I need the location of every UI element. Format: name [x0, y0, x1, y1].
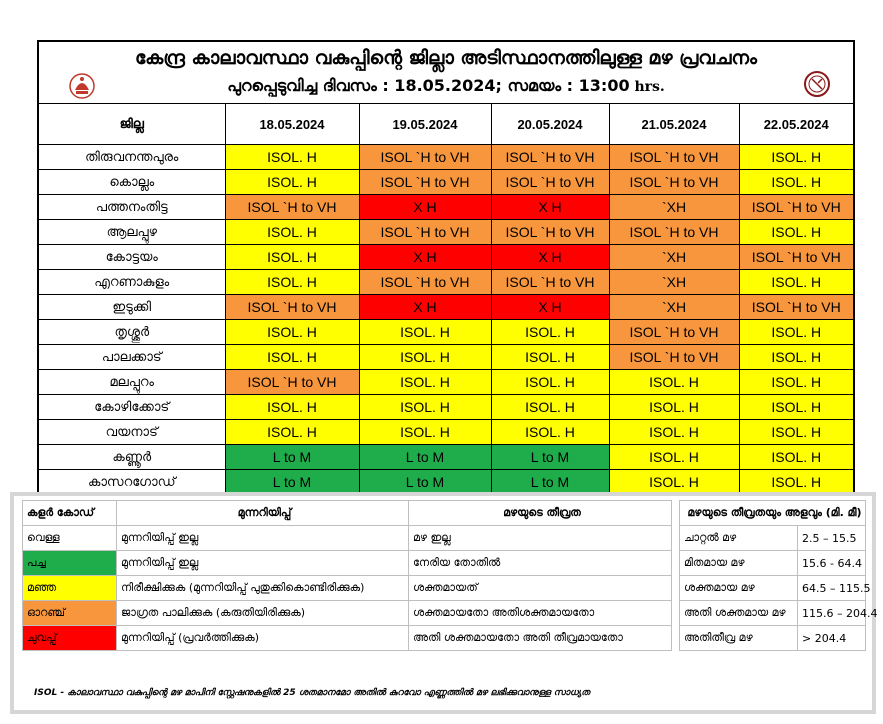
- forecast-cell: ISOL. H: [609, 420, 739, 445]
- forecast-cell: ISOL `H to VH: [609, 345, 739, 370]
- forecast-cell: ISOL. H: [739, 220, 853, 245]
- rain-amount-range: 64.5 – 115.5: [798, 576, 866, 601]
- forecast-cell: ISOL. H: [359, 345, 491, 370]
- rain-category: ശക്തമായ മഴ: [680, 576, 798, 601]
- issued-date-time: പുറപ്പെടുവിച്ച ദിവസം : 18.05.2024; സമയം : 13:00: [227, 76, 630, 95]
- forecast-cell: ISOL. H: [225, 170, 359, 195]
- forecast-cell: ISOL. H: [609, 370, 739, 395]
- forecast-cell: ISOL. H: [739, 270, 853, 295]
- colour-code-swatch: വെള്ള: [23, 526, 117, 551]
- intensity-text: അതി ശക്തമായതോ അതി തീവ്രമായതോ: [409, 626, 672, 651]
- forecast-cell: ISOL. H: [739, 170, 853, 195]
- forecast-title: കേന്ദ്ര കാലാവസ്ഥാ വകുപ്പിന്റെ ജില്ലാ അടിസ്ഥാനത്തിലുള്ള മഴ പ്രവചനം: [134, 47, 758, 69]
- intensity-text: മഴ ഇല്ല: [409, 526, 672, 551]
- district-name: മലപ്പുറം: [39, 370, 225, 395]
- forecast-cell: X H: [491, 195, 609, 220]
- colour-code-legend: [10, 492, 876, 714]
- legend-gap: [672, 601, 680, 626]
- intensity-text: നേരിയ തോതിൽ: [409, 551, 672, 576]
- forecast-cell: `XH: [609, 270, 739, 295]
- forecast-cell: ISOL `H to VH: [491, 270, 609, 295]
- table-row: [39, 170, 853, 195]
- rain-amount-range: 15.6 - 64.4: [798, 551, 866, 576]
- table-row: [39, 270, 853, 295]
- forecast-cell: ISOL `H to VH: [609, 145, 739, 170]
- rain-amount-range: 2.5 – 15.5: [798, 526, 866, 551]
- forecast-cell: ISOL. H: [739, 470, 853, 495]
- column-header-date: 18.05.2024: [225, 104, 359, 145]
- rain-category: അതി ശക്തമായ മഴ: [680, 601, 798, 626]
- column-header-date: 20.05.2024: [491, 104, 609, 145]
- column-header-date: 22.05.2024: [739, 104, 853, 145]
- forecast-cell: `XH: [609, 295, 739, 320]
- forecast-cell: L to M: [359, 470, 491, 495]
- forecast-table: [39, 104, 853, 494]
- forecast-cell: ISOL `H to VH: [225, 295, 359, 320]
- forecast-table-container: [37, 40, 855, 496]
- forecast-cell: `XH: [609, 195, 739, 220]
- forecast-cell: X H: [359, 245, 491, 270]
- imd-logo-icon: [803, 70, 831, 98]
- table-row: [39, 195, 853, 220]
- intensity-text: ശക്തമായതോ അതിശക്തമായതോ: [409, 601, 672, 626]
- forecast-cell: ISOL. H: [609, 445, 739, 470]
- forecast-cell: ISOL. H: [225, 395, 359, 420]
- intensity-text: ശക്തമായത്: [409, 576, 672, 601]
- forecast-cell: ISOL. H: [359, 420, 491, 445]
- forecast-cell: ISOL. H: [739, 345, 853, 370]
- district-name: ഇടുക്കി: [39, 295, 225, 320]
- forecast-cell: ISOL. H: [739, 445, 853, 470]
- table-row: [39, 220, 853, 245]
- table-row: [39, 145, 853, 170]
- forecast-cell: L to M: [225, 470, 359, 495]
- forecast-cell: ISOL. H: [491, 395, 609, 420]
- legend-header-colour-code: കളർ കോഡ്: [23, 501, 117, 526]
- table-row: [39, 245, 853, 270]
- forecast-cell: ISOL. H: [359, 395, 491, 420]
- table-row: [39, 395, 853, 420]
- legend-gap: [672, 526, 680, 551]
- warning-text: മുന്നറിയിപ്പ് ഇല്ല: [117, 526, 409, 551]
- district-name: കണ്ണൂർ: [39, 445, 225, 470]
- district-name: പത്തനംതിട്ട: [39, 195, 225, 220]
- district-name: ആലപ്പുഴ: [39, 220, 225, 245]
- warning-text: മുന്നറിയിപ്പ് (പ്രവർത്തിക്കുക): [117, 626, 409, 651]
- forecast-cell: ISOL. H: [225, 270, 359, 295]
- forecast-cell: ISOL. H: [225, 320, 359, 345]
- forecast-cell: ISOL. H: [739, 145, 853, 170]
- legend-table: [22, 500, 878, 651]
- forecast-cell: ISOL. H: [609, 470, 739, 495]
- rain-category: മിതമായ മഴ: [680, 551, 798, 576]
- forecast-cell: ISOL `H to VH: [491, 220, 609, 245]
- rain-category: അതിതീവ്ര മഴ: [680, 626, 798, 651]
- legend-row: [23, 576, 866, 601]
- legend-gap: [672, 626, 680, 651]
- table-row: [39, 445, 853, 470]
- forecast-cell: ISOL `H to VH: [359, 220, 491, 245]
- forecast-cell: ISOL. H: [491, 345, 609, 370]
- legend-row: [23, 526, 866, 551]
- forecast-cell: L to M: [359, 445, 491, 470]
- rain-amount-range: 115.6 – 204.4: [798, 601, 866, 626]
- district-name: കോഴിക്കോട്: [39, 395, 225, 420]
- forecast-cell: ISOL. H: [609, 395, 739, 420]
- forecast-cell: ISOL `H to VH: [359, 270, 491, 295]
- isol-footnote: ISOL - കാലാവസ്ഥാ വകുപ്പിന്റെ മഴ മാപിനി സ്റ്റേഷനുകളിൽ 25 ശതമാനമോ അതിൽ കുറവോ എണ്ണത്തിൽ മഴ ലഭിക്കുവാനുള്ള സാധ്യത: [34, 688, 590, 698]
- legend-gap: [672, 576, 680, 601]
- legend-header-warning: മുന്നറിയിപ്പ്: [117, 501, 409, 526]
- forecast-cell: ISOL `H to VH: [609, 170, 739, 195]
- column-header-district: ജില്ല: [39, 104, 225, 145]
- district-name: പാലക്കാട്: [39, 345, 225, 370]
- forecast-cell: ISOL. H: [225, 145, 359, 170]
- forecast-cell: ISOL. H: [225, 245, 359, 270]
- forecast-cell: ISOL. H: [491, 370, 609, 395]
- district-name: തൃശ്ശൂർ: [39, 320, 225, 345]
- forecast-cell: ISOL. H: [359, 370, 491, 395]
- forecast-cell: ISOL `H to VH: [359, 170, 491, 195]
- table-row: [39, 345, 853, 370]
- legend-row: [23, 601, 866, 626]
- forecast-cell: ISOL. H: [739, 395, 853, 420]
- legend-gap: [672, 501, 680, 526]
- forecast-cell: ISOL `H to VH: [491, 170, 609, 195]
- forecast-cell: ISOL `H to VH: [739, 295, 853, 320]
- forecast-cell: ISOL `H to VH: [739, 245, 853, 270]
- warning-text: മുന്നറിയിപ്പ് ഇല്ല: [117, 551, 409, 576]
- forecast-cell: ISOL. H: [491, 320, 609, 345]
- legend-row: [23, 551, 866, 576]
- district-name: കൊല്ലം: [39, 170, 225, 195]
- forecast-cell: L to M: [225, 445, 359, 470]
- district-name: വയനാട്: [39, 420, 225, 445]
- column-header-date: 21.05.2024: [609, 104, 739, 145]
- forecast-cell: ISOL `H to VH: [225, 370, 359, 395]
- warning-text: ജാഗ്രത പാലിക്കുക (കരുതിയിരിക്കുക): [117, 601, 409, 626]
- district-name: തിരുവനന്തപുരം: [39, 145, 225, 170]
- forecast-cell: ISOL. H: [225, 420, 359, 445]
- forecast-cell: `XH: [609, 245, 739, 270]
- forecast-cell: ISOL `H to VH: [225, 195, 359, 220]
- column-header-date: 19.05.2024: [359, 104, 491, 145]
- legend-gap: [672, 551, 680, 576]
- legend-row: [23, 626, 866, 651]
- forecast-cell: X H: [491, 245, 609, 270]
- forecast-cell: L to M: [491, 445, 609, 470]
- forecast-cell: ISOL `H to VH: [359, 145, 491, 170]
- rain-amount-range: > 204.4: [798, 626, 866, 651]
- forecast-table-header-row: [39, 104, 853, 145]
- forecast-cell: ISOL. H: [739, 320, 853, 345]
- kerala-emblem-icon: [67, 70, 97, 100]
- colour-code-swatch: ചുവപ്പ്: [23, 626, 117, 651]
- table-row: [39, 295, 853, 320]
- legend-header-intensity: മഴയുടെ തീവ്രത: [409, 501, 672, 526]
- legend-header-row: [23, 501, 866, 526]
- forecast-cell: ISOL `H to VH: [739, 195, 853, 220]
- legend-header-amount: മഴയുടെ തീവ്രതയും അളവും (മി. മീ): [680, 501, 866, 526]
- forecast-cell: ISOL `H to VH: [609, 220, 739, 245]
- forecast-cell: ISOL. H: [739, 420, 853, 445]
- table-row: [39, 320, 853, 345]
- forecast-cell: L to M: [491, 470, 609, 495]
- forecast-cell: ISOL `H to VH: [609, 320, 739, 345]
- colour-code-swatch: ഓറഞ്ച്: [23, 601, 117, 626]
- table-row: [39, 370, 853, 395]
- rain-category: ചാറ്റൽ മഴ: [680, 526, 798, 551]
- warning-text: നിരീക്ഷിക്കുക (മുന്നറിയിപ്പ് പുതുക്കികൊണ്ടിരിക്കുക): [117, 576, 409, 601]
- district-name: കാസറഗോഡ്: [39, 470, 225, 495]
- forecast-cell: ISOL. H: [225, 345, 359, 370]
- forecast-header: [39, 42, 853, 104]
- forecast-cell: ISOL. H: [739, 370, 853, 395]
- colour-code-swatch: പച്ച: [23, 551, 117, 576]
- issued-time-unit: hrs.: [629, 79, 665, 95]
- colour-code-swatch: മഞ്ഞ: [23, 576, 117, 601]
- forecast-cell: X H: [359, 295, 491, 320]
- forecast-cell: X H: [359, 195, 491, 220]
- issued-line: [39, 76, 853, 96]
- forecast-cell: X H: [491, 295, 609, 320]
- table-row: [39, 420, 853, 445]
- district-name: എറണാകുളം: [39, 270, 225, 295]
- forecast-cell: ISOL. H: [491, 420, 609, 445]
- forecast-cell: ISOL. H: [225, 220, 359, 245]
- forecast-cell: ISOL `H to VH: [491, 145, 609, 170]
- table-row: [39, 470, 853, 495]
- forecast-cell: ISOL. H: [359, 320, 491, 345]
- district-name: കോട്ടയം: [39, 245, 225, 270]
